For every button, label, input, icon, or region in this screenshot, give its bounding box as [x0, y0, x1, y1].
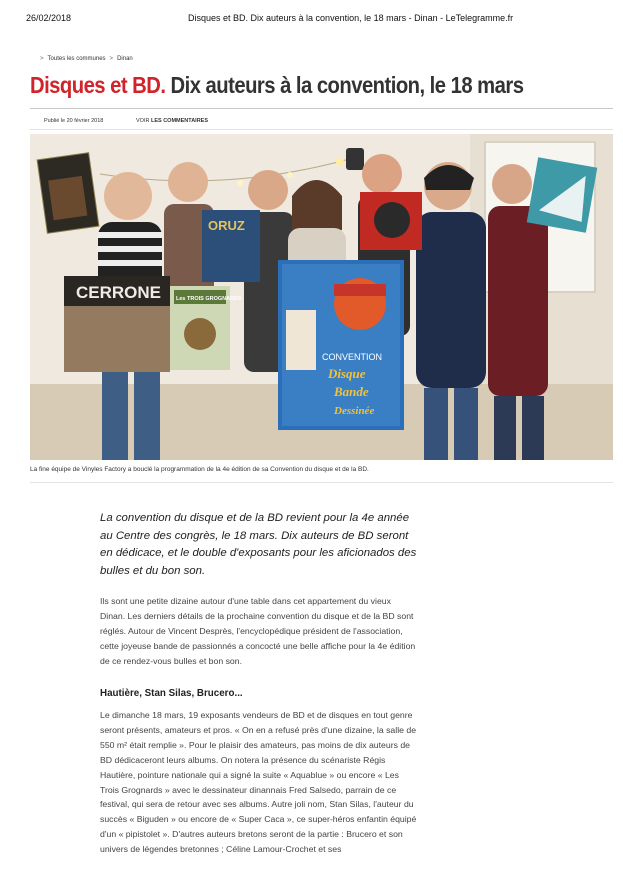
article-photo	[30, 134, 613, 460]
breadcrumb	[40, 56, 133, 62]
headline-kicker: Disques et BD.	[30, 72, 166, 98]
article-headline	[30, 71, 532, 99]
divider	[30, 482, 613, 483]
vinyl-red-top	[360, 192, 422, 250]
poster-line-2: Disque	[328, 366, 366, 381]
breadcrumb-separator: >	[40, 56, 44, 62]
convention-poster	[278, 260, 404, 430]
comments-link-prefix: VOIR	[136, 118, 150, 124]
print-page-title: Disques et BD. Dix auteurs à la convention, le 18 mars - Dinan - LeTelegramme.fr	[188, 13, 514, 23]
vinyl-title: CERRONE	[76, 283, 162, 302]
breadcrumb-link-all-communes[interactable]: Toutes les communes	[47, 56, 106, 62]
divider	[30, 129, 613, 130]
photo-caption: La fine équipe de Vinyles Factory a bouclé la programmation de la 4e édition de sa Convention du disque et de la BD.	[30, 466, 369, 473]
breadcrumb-separator: >	[109, 56, 114, 62]
comments-link[interactable]	[136, 118, 208, 124]
bd-album-top-right	[527, 157, 598, 232]
article-paragraph: Le dimanche 18 mars, 19 exposants vendeurs de BD et de disques en tout genre seront présents, amateurs et pros. « On en a refusé près d'une dizaine, la salle de 550 m² était remplie ». Pour le plaisir des amateurs, pas moins de dix auteurs de BD dédicaceront leurs albums. On notera la présence du scénariste Régis Hautière, pointure nationale qui a signé la suite « Aquablue » ou encore « Les Trois Grognards » avec le dessinateur dinannais Fred Salsedo, parrain de ce festival, qui sera de retour avec ses albums. Autre joli nom, Stan Silas, l'auteur du succès « Biguden » ou encore de « Super Caca », ce super-héros enfantin équipé d'un « pipistolet ». D'autres auteurs bretons seront de la partie : Brucero et son univers de légendes bretonnes ; Céline Lamour-Crochet et ses	[100, 710, 417, 855]
comments-link-label: LES COMMENTAIRES	[150, 118, 209, 124]
print-header	[26, 13, 597, 27]
breadcrumb-link-dinan[interactable]: Dinan	[117, 56, 133, 62]
bd-title: Les TROIS GROGNARDS	[176, 296, 242, 302]
poster-line-1: CONVENTION	[322, 352, 383, 362]
group-photo-illustration	[30, 134, 613, 460]
article-paragraph: Ils sont une petite dizaine autour d'une table dans cet appartement du vieux Dinan. Les derniers détails de la prochaine convention du disque et de la BD sont réglés. Autour de Vincent Desprès, l'encyclopédique président de l'association, cette joyeuse bande de passionnés a concocté une belle affiche pour la 4e édition de ce rendez-vous bulles et bon son.	[100, 596, 416, 666]
bd-album-top-left	[37, 153, 99, 234]
svg-text:ORUZ: ORUZ	[208, 218, 245, 233]
print-date: 26/02/2018	[26, 13, 72, 23]
article-subheading: Hautière, Stan Silas, Brucero...	[100, 688, 243, 699]
vinyl-record-cerrone	[64, 276, 170, 372]
poster-line-3: Bande	[334, 384, 369, 399]
article-lead: La convention du disque et de la BD revient pour la 4e année au Centre des congrès, le 18 mars. Dix auteurs de BD seront en dédicace, et le double d'exposants pour les aficionados des bulles et du bon son.	[100, 512, 417, 577]
poster-line-4: Dessinée	[334, 405, 375, 417]
bd-album-blue	[202, 210, 260, 282]
headline-title: Dix auteurs à la convention, le 18 mars	[170, 72, 524, 98]
publish-date: Publié le 20 février 2018	[44, 118, 104, 124]
divider	[30, 108, 613, 109]
